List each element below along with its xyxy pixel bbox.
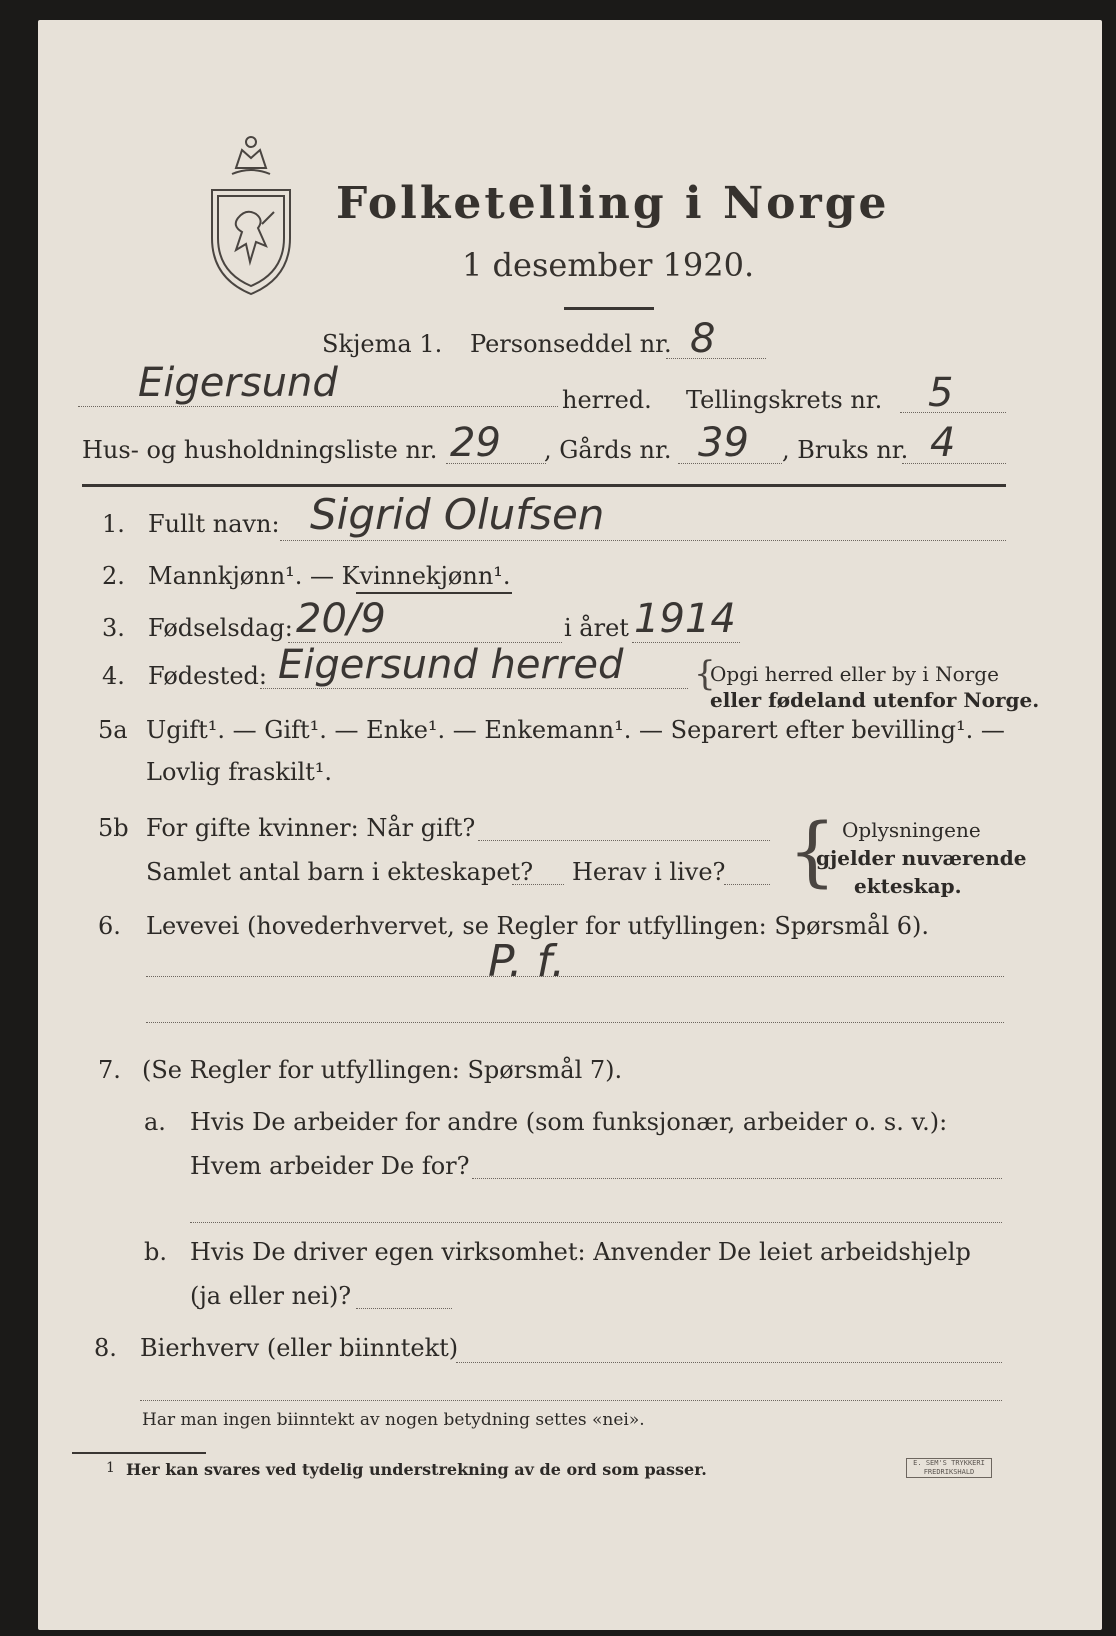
gender-options[interactable]: Mannkjønn¹. — Kvinnekjønn¹.: [148, 562, 511, 590]
q5b-note-line1: Oplysningene: [842, 818, 981, 842]
birthplace-value[interactable]: Eigersund herred: [278, 642, 624, 688]
birthdate-value[interactable]: 20/9: [296, 596, 386, 642]
footnote-divider: [72, 1452, 206, 1454]
q1-label: Fullt navn:: [148, 510, 280, 538]
q3-year-line: [632, 642, 740, 643]
q7b-number: b.: [144, 1238, 167, 1266]
q5b-alive-line[interactable]: [724, 884, 770, 885]
q6-number: 6.: [98, 912, 121, 940]
q5b-children-label: Samlet antal barn i ekteskapet?: [146, 858, 534, 886]
marital-status-options[interactable]: Ugift¹. — Gift¹. — Enke¹. — Enkemann¹. — Separert efter bevilling¹. —: [146, 716, 1005, 744]
q3-number: 3.: [102, 614, 125, 642]
q5a-number: 5a: [98, 716, 128, 744]
bruks-label: , Bruks nr.: [782, 436, 909, 464]
birthyear-value[interactable]: 1914: [634, 596, 736, 642]
q5b-brace: {: [788, 806, 837, 895]
marital-status-divorced[interactable]: Lovlig fraskilt¹.: [146, 758, 333, 786]
section-divider: [82, 484, 1006, 487]
footnote-text: Her kan svares ved tydelig understrekning av de ord som passer.: [126, 1460, 707, 1479]
printer-stamp-text: E. SEM'S TRYKKERI FREDRIKSHALD: [913, 1459, 985, 1476]
full-name-value[interactable]: Sigrid Olufsen: [310, 490, 605, 539]
bruks-value[interactable]: 4: [930, 420, 956, 466]
census-date: 1 desember 1920.: [462, 246, 755, 284]
q8-note: Har man ingen biinntekt av nogen betydning settes «nei».: [142, 1410, 645, 1430]
herred-line: [78, 406, 558, 407]
personseddel-value[interactable]: 8: [690, 316, 716, 362]
hus-label: Hus- og husholdningsliste nr.: [82, 436, 438, 464]
q7a-label: Hvis De arbeider for andre (som funksjonær, arbeider o. s. v.):: [190, 1108, 948, 1136]
q7b-label: Hvis De driver egen virksomhet: Anvender De leiet arbeidshjelp: [190, 1238, 971, 1266]
footnote-number: 1: [106, 1460, 115, 1476]
gards-value[interactable]: 39: [698, 420, 749, 466]
q7-label: (Se Regler for utfyllingen: Spørsmål 7).: [142, 1056, 623, 1084]
q2-number: 2.: [102, 562, 125, 590]
personseddel-line: [666, 358, 766, 359]
q5b-alive-label: Herav i live?: [572, 858, 726, 886]
q6-line2[interactable]: [146, 1022, 1004, 1023]
q5b-note-line3: ekteskap.: [854, 874, 962, 898]
q4-line: [260, 688, 688, 689]
q4-note-line2: eller fødeland utenfor Norge.: [710, 688, 1040, 712]
herred-label: herred.: [562, 386, 652, 414]
printer-stamp: [906, 1458, 992, 1478]
census-form-page: [38, 20, 1102, 1630]
herred-value[interactable]: Eigersund: [138, 360, 338, 406]
q5b-number: 5b: [98, 814, 129, 842]
q8-label: Bierhverv (eller biinntekt): [140, 1334, 459, 1362]
q7a-employer-label: Hvem arbeider De for?: [190, 1152, 470, 1180]
form-title: Folketelling i Norge: [336, 178, 890, 229]
q5b-note-line2: gjelder nuværende: [816, 846, 1027, 870]
coat-of-arms-icon: [206, 128, 296, 298]
q5b-married-line[interactable]: [478, 840, 770, 841]
q3-year-label: i året: [564, 614, 629, 642]
q4-number: 4.: [102, 662, 125, 690]
q1-number: 1.: [102, 510, 125, 538]
tellingskrets-label: Tellingskrets nr.: [686, 386, 883, 414]
q1-line: [280, 540, 1006, 541]
q7-number: 7.: [98, 1056, 121, 1084]
q7a-employer-line[interactable]: [472, 1178, 1002, 1179]
title-divider: [564, 307, 654, 310]
q8-line1[interactable]: [456, 1362, 1002, 1363]
q3-label: Fødselsdag:: [148, 614, 293, 642]
q7b-yesno-label: (ja eller nei)?: [190, 1282, 352, 1310]
q5b-married-label: For gifte kvinner: Når gift?: [146, 814, 476, 842]
q8-line2[interactable]: [140, 1400, 1002, 1401]
q4-label: Fødested:: [148, 662, 267, 690]
q7b-yesno-line[interactable]: [356, 1308, 452, 1309]
tellingskrets-value[interactable]: 5: [928, 370, 954, 416]
q5b-children-line[interactable]: [512, 884, 564, 885]
hus-value[interactable]: 29: [450, 420, 501, 466]
q4-note-line1: Opgi herred eller by i Norge: [710, 662, 999, 686]
gards-label: , Gårds nr.: [544, 436, 672, 464]
skjema-label: Skjema 1.: [322, 330, 443, 358]
q7a-extra-line[interactable]: [190, 1222, 1002, 1223]
q4-brace: {: [694, 654, 716, 694]
q6-line1[interactable]: [146, 976, 1004, 977]
q7a-number: a.: [144, 1108, 166, 1136]
personseddel-label: Personseddel nr.: [470, 330, 672, 358]
occupation-value[interactable]: P. f.: [488, 936, 566, 987]
q8-number: 8.: [94, 1334, 117, 1362]
gender-underline: [356, 592, 512, 594]
q6-label: Levevei (hovederhvervet, se Regler for utfyllingen: Spørsmål 6).: [146, 912, 930, 940]
